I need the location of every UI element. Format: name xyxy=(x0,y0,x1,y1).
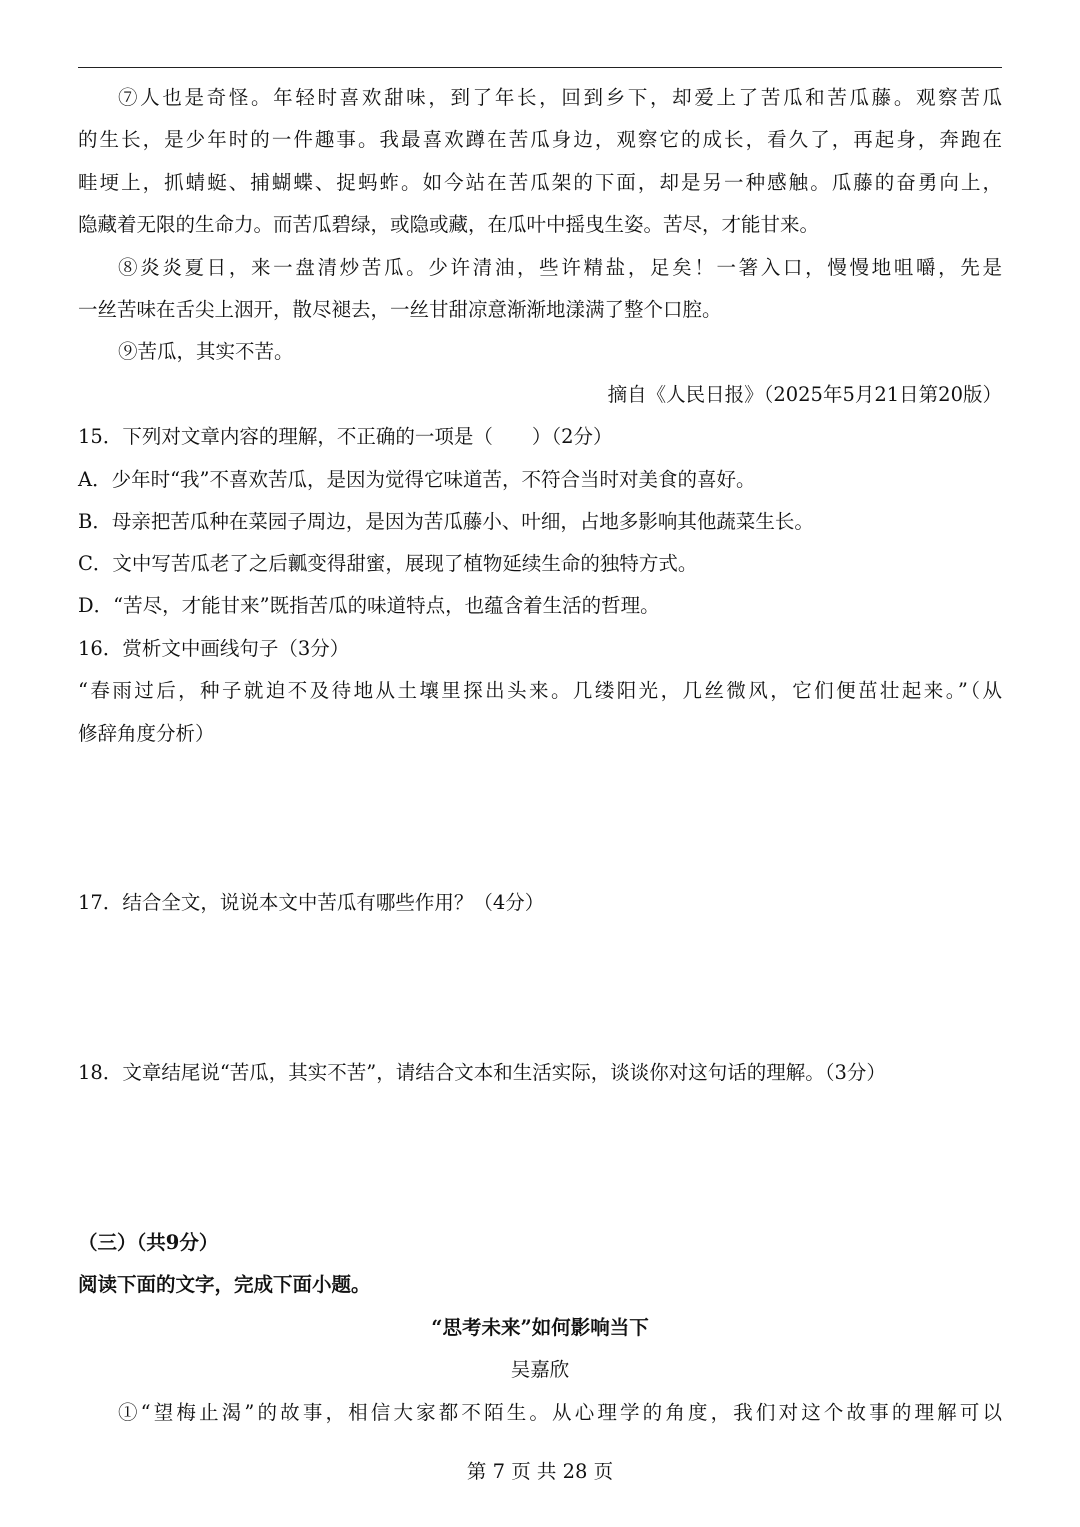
q18-stem: 18．文章结尾说“苦瓜，其实不苦”，请结合文本和生活实际，谈谈你对这句话的理解。（3分） xyxy=(78,1061,886,1084)
q15-option-b: B．母亲把苦瓜种在菜园子周边，是因为苦瓜藤小、叶细，占地多影响其他蔬菜生长。 xyxy=(78,510,814,533)
q16-stem: 16．赏析文中画线句子（3分） xyxy=(78,637,350,660)
p9: ⑨苦瓜，其实不苦。 xyxy=(118,340,294,363)
article-p1: ①“望梅止渴”的故事，相信大家都不陌生。从心理学的角度，我们对这个故事的理解可以 xyxy=(118,1401,1002,1424)
article-title: “思考未来”如何影响当下 xyxy=(431,1316,649,1339)
article-author: 吴嘉欣 xyxy=(510,1358,570,1381)
q16-quote-line-2: 修辞角度分析） xyxy=(78,722,215,745)
q15-option-d: D．“苦尽，才能甘来”既指苦瓜的味道特点，也蕴含着生活的哲理。 xyxy=(78,594,660,617)
q17-stem: 17．结合全文，说说本文中苦瓜有哪些作用？（4分） xyxy=(78,891,545,914)
q15-option-a: A．少年时“我”不喜欢苦瓜，是因为觉得它味道苦，不符合当时对美食的喜好。 xyxy=(78,468,756,491)
p7-line-2: 的生长，是少年时的一件趣事。我最喜欢蹲在苦瓜身边，观察它的成长，看久了，再起身，奔跑在 xyxy=(78,128,1002,151)
p7-line-3: 畦埂上，抓蜻蜓、捕蝴蝶、捉蚂蚱。如今站在苦瓜架的下面，却是另一种感触。瓜藤的奋勇向上， xyxy=(78,171,1002,194)
top-rule xyxy=(78,67,1002,68)
p7-line-1: ⑦人也是奇怪。年轻时喜欢甜味，到了年长，回到乡下，却爱上了苦瓜和苦瓜藤。观察苦瓜 xyxy=(118,86,1002,109)
q15-option-c: C．文中写苦瓜老了之后瓤变得甜蜜，展现了植物延续生命的独特方式。 xyxy=(78,552,698,575)
p8-line-2: 一丝苦味在舌尖上洇开，散尽褪去，一丝甘甜凉意渐渐地漾满了整个口腔。 xyxy=(78,298,722,321)
p7-line-4: 隐藏着无限的生命力。而苦瓜碧绿，或隐或藏，在瓜叶中摇曳生姿。苦尽，才能甘来。 xyxy=(78,213,820,236)
section-instruction: 阅读下面的文字，完成下面小题。 xyxy=(78,1273,371,1296)
source-citation: 摘自《人民日报》（2025年5月21日第20版） xyxy=(607,383,1002,406)
p8-line-1: ⑧炎炎夏日，来一盘清炒苦瓜。少许清油，些许精盐，足矣！一箸入口，慢慢地咀嚼，先是 xyxy=(118,256,1002,279)
q15-stem: 15．下列对文章内容的理解，不正确的一项是（ ）（2分） xyxy=(78,425,613,448)
q16-quote-line-1: “春雨过后，种子就迫不及待地从土壤里探出头来。几缕阳光，几丝微风，它们便茁壮起来。”（从 xyxy=(78,679,1002,702)
page-footer: 第 7 页 共 28 页 xyxy=(466,1460,614,1483)
section-heading: （三）（共9分） xyxy=(78,1231,219,1254)
